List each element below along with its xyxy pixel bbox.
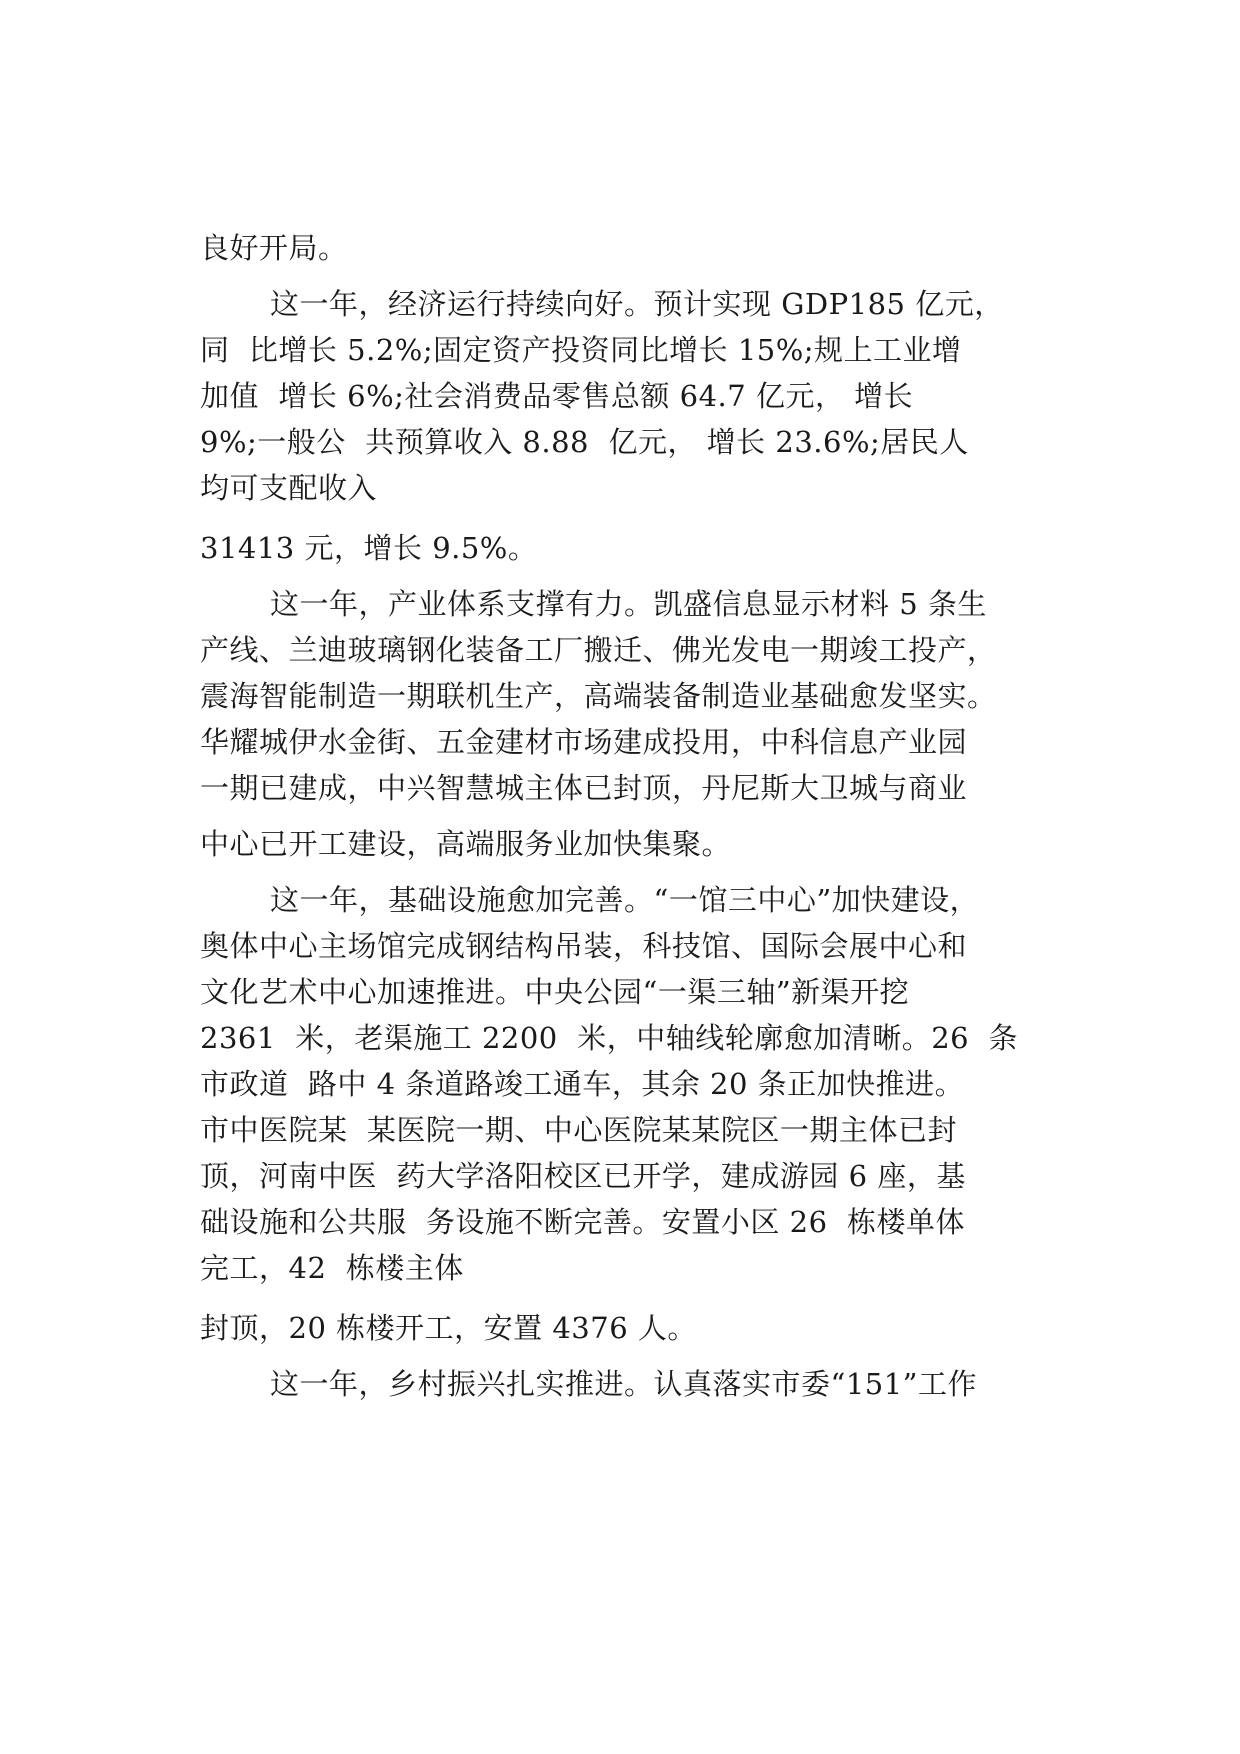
text-line-9: 产线、兰迪玻璃钢化装备工厂搬迁、佛光发电一期竣工投产， [200,633,997,667]
text-line-20: 顶，河南中医 药大学洛阳校区已开学，建成游园 6 座，基 [200,1159,966,1193]
text-line-11: 华耀城伊水金街、五金建材市场建成投用，中科信息产业园 [200,725,968,759]
text-line-16: 文化艺术中心加速推进。中央公园“一渠三轴”新渠开挖 [200,975,910,1009]
text-line-23: 封顶，20 栋楼开工，安置 4376 人。 [200,1311,697,1345]
text-line-12: 一期已建成，中兴智慧城主体已封顶，丹尼斯大卫城与商业 [200,771,968,805]
text-line-5: 9%;一般公 共预算收入 8.88 亿元， 增长 23.6%;居民人 [200,425,969,459]
text-line-18: 市政道 路中 4 条道路竣工通车，其余 20 条正加快推进。 [200,1067,965,1101]
text-line-3: 同 比增长 5.2%;固定资产投资同比增长 15%;规上工业增 [200,333,962,367]
text-line-14: 这一年，基础设施愈加完善。“一馆三中心”加快建设， [270,883,980,917]
text-line-15: 奥体中心主场馆完成钢结构吊装，科技馆、国际会展中心和 [200,929,968,963]
text-line-19: 市中医院某 某医院一期、中心医院某某院区一期主体已封 [200,1113,957,1147]
text-line-21: 础设施和公共服 务设施不断完善。安置小区 26 栋楼单体 [200,1205,965,1239]
text-line-7: 31413 元，增长 9.5%。 [200,531,538,565]
text-line-24: 这一年，乡村振兴扎实推进。认真落实市委“151”工作 [270,1367,978,1401]
text-line-2: 这一年，经济运行持续向好。预计实现 GDP185 亿元， [270,287,1004,321]
text-line-1: 良好开局。 [200,231,348,265]
text-line-4: 加值 增长 6%;社会消费品零售总额 64.7 亿元， 增长 [200,379,914,413]
text-line-17: 2361 米，老渠施工 2200 米，中轴线轮廓愈加清晰。26 条 [200,1021,1019,1055]
text-line-8: 这一年，产业体系支撑有力。凯盛信息显示材料 5 条生 [270,587,987,621]
text-line-13: 中心已开工建设，高端服务业加快集聚。 [200,827,732,861]
text-line-6: 均可支配收入 [200,471,378,505]
text-line-10: 震海智能制造一期联机生产，高端装备制造业基础愈发坚实。 [200,679,997,713]
text-line-22: 完工，42 栋楼主体 [200,1251,464,1285]
